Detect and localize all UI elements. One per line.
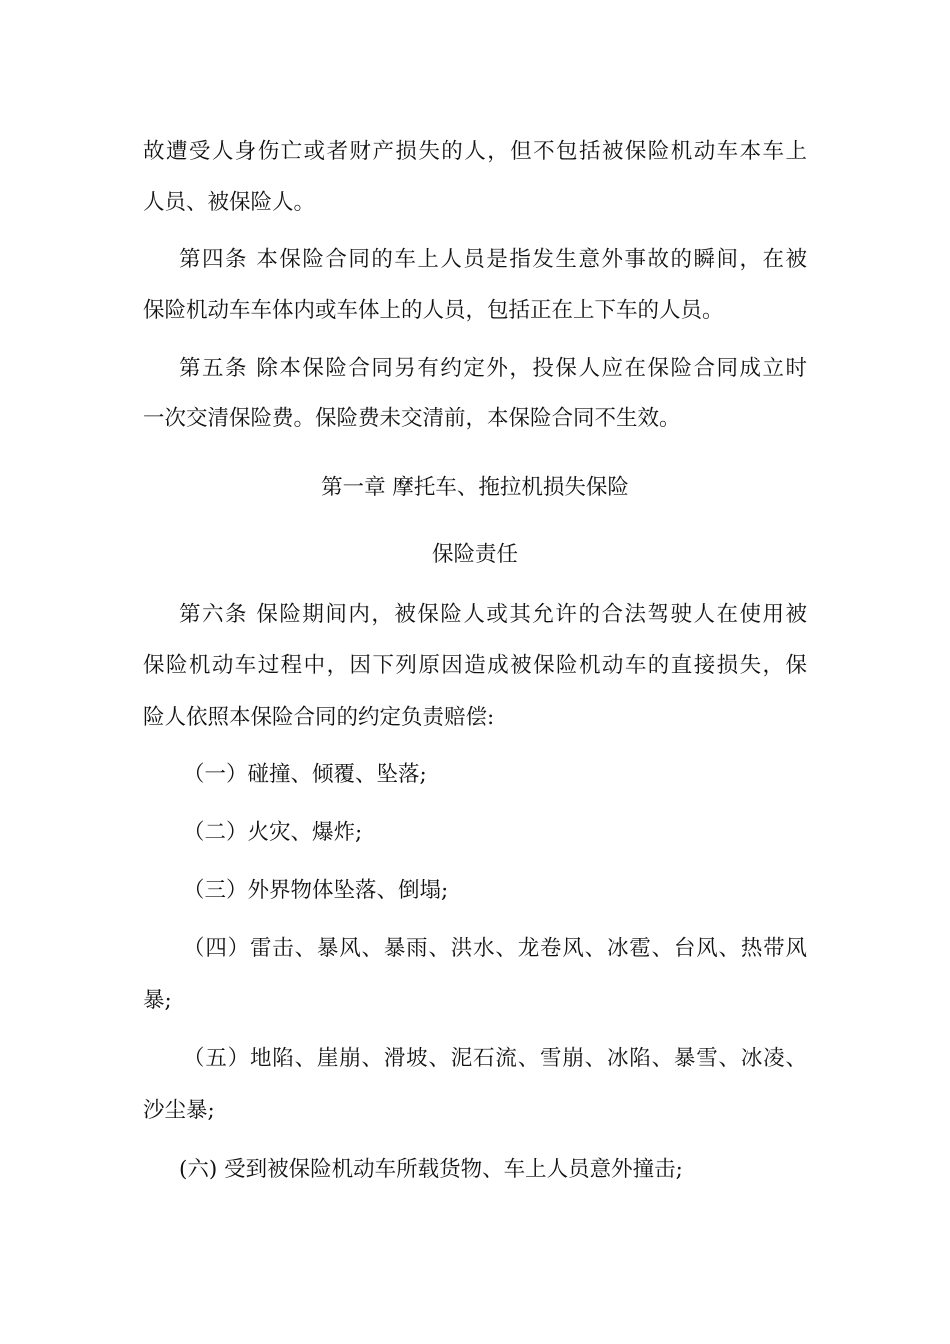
list-item: （二）火灾、爆炸; [183, 820, 363, 845]
paragraph-line: 保险机动车过程中，因下列原因造成被保险机动车的直接损失，保 [143, 653, 807, 678]
paragraph-line: 一次交清保险费。保险费未交清前，本保险合同不生效。 [143, 406, 681, 431]
list-item: （五）地陷、崖崩、滑坡、泥石流、雪崩、冰陷、暴雪、冰凌、 [183, 1046, 807, 1071]
list-item-continuation: 沙尘暴; [143, 1098, 215, 1123]
article-4-line: 第四条 本保险合同的车上人员是指发生意外事故的瞬间，在被 [179, 247, 807, 272]
list-item: （一）碰撞、倾覆、坠落; [183, 762, 427, 787]
list-item: (六) 受到被保险机动车所载货物、车上人员意外撞击; [179, 1157, 683, 1182]
article-6-line: 第六条 保险期间内，被保险人或其允许的合法驾驶人在使用被 [179, 602, 807, 627]
list-item-continuation: 暴; [143, 988, 172, 1013]
paragraph-line: 险人依照本保险合同的约定负责赔偿: [143, 705, 495, 730]
list-item: （四）雷击、暴风、暴雨、洪水、龙卷风、冰雹、台风、热带风 [183, 936, 807, 961]
list-item: （三）外界物体坠落、倒塌; [183, 878, 449, 903]
paragraph-line: 故遭受人身伤亡或者财产损失的人，但不包括被保险机动车本车上 [143, 139, 807, 164]
article-5-line: 第五条 除本保险合同另有约定外，投保人应在保险合同成立时 [179, 356, 807, 381]
chapter-heading: 第一章 摩托车、拖拉机损失保险 [321, 475, 629, 500]
section-heading: 保险责任 [431, 542, 518, 567]
paragraph-line: 人员、被保险人。 [143, 190, 316, 215]
paragraph-line: 保险机动车车体内或车体上的人员，包括正在上下车的人员。 [143, 298, 724, 323]
